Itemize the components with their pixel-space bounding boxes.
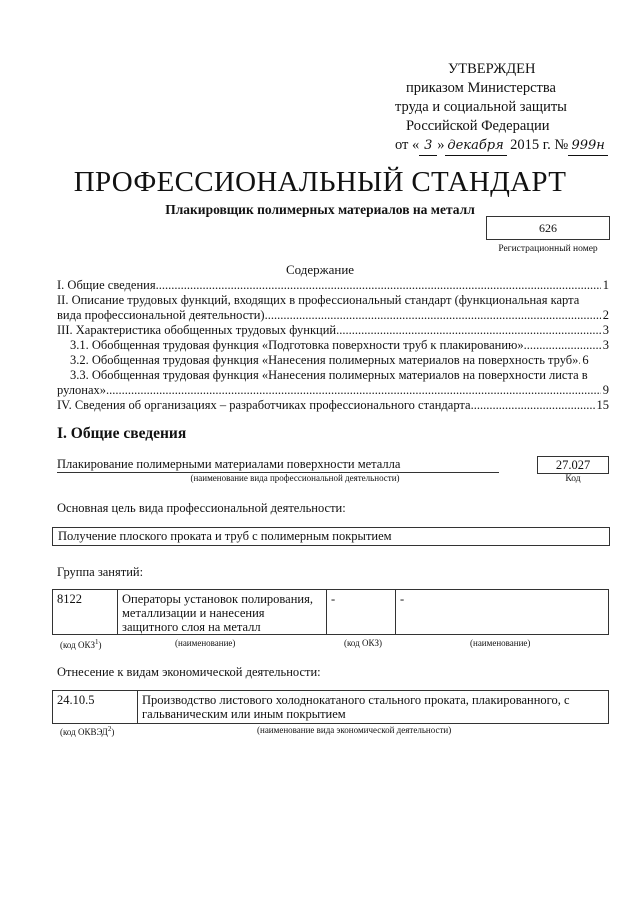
toc-item[interactable]: 3.2. Обобщенная трудовая функция «Нанесения полимерных материалов на поверхность труб» ..... 6	[57, 353, 609, 368]
page-subtitle: Плакировщик полимерных материалов на металл	[165, 202, 475, 217]
okz-code-caption: (код ОКЗ$^1$)	[60, 638, 102, 650]
econ-label: Отнесение к видам экономической деятельности:	[57, 665, 321, 679]
okved-code: 24.10.5	[53, 691, 138, 724]
registration-label: Регистрационный номер	[498, 244, 598, 254]
okved-name: Производство листового холоднокатаного стального проката, плакированного, с гальваническим или иным покрытием	[138, 691, 609, 724]
registration-number: 626	[486, 216, 610, 240]
toc-item[interactable]: II. Описание трудовых функций, входящих в профессиональный стандарт (функциональная карта	[57, 293, 580, 307]
okz-name-caption: (наименование)	[175, 638, 236, 648]
okz-code-caption-2: (код ОКЗ)	[344, 638, 382, 648]
toc-item[interactable]: вида профессиональной деятельности) ..... 2	[57, 308, 609, 323]
toc-item[interactable]: 3.3. Обобщенная трудовая функция «Нанесения полимерных материалов на поверхности листа в	[70, 368, 588, 382]
activity-code: 27.027	[537, 456, 609, 474]
approval-line-2: труда и социальной защиты	[395, 99, 567, 115]
toc-item[interactable]: рулонах» ..... 9	[57, 383, 609, 398]
goal-label: Основная цель вида профессиональной деятельности:	[57, 501, 346, 515]
econ-activity-table	[52, 690, 609, 724]
date-prefix: от «	[395, 137, 420, 153]
toc-heading: Содержание	[285, 262, 355, 277]
group-label: Группа занятий:	[57, 565, 144, 579]
date-mid: »	[437, 137, 445, 153]
toc-item[interactable]: 3.1. Обобщенная трудовая функция «Подготовка поверхности труб к плакированию» ..... 3	[57, 338, 609, 353]
activity-kind: Плакирование полимерными материалами поверхности металла	[57, 457, 499, 473]
date-day: 3	[419, 136, 437, 156]
goal-text: Получение плоского проката и труб с полимерным покрытием	[58, 529, 392, 543]
toc-item[interactable]: III. Характеристика обобщенных трудовых функций ..... 3	[57, 323, 609, 338]
okved-code-caption: (код ОКВЭД$^2$)	[60, 725, 115, 737]
group-code-1: 8122	[53, 590, 118, 635]
approval-title: УТВЕРЖДЕН	[448, 61, 536, 77]
occupation-group-table	[52, 589, 609, 635]
date-year: 2015 г. №	[510, 137, 569, 153]
activity-code-label: Код	[565, 474, 581, 484]
toc-item[interactable]: IV. Сведения об организациях – разработчиках профессионального стандарта ..... 15	[57, 398, 609, 413]
page-title: ПРОФЕССИОНАЛЬНЫЙ СТАНДАРТ	[73, 166, 567, 198]
okz-name-caption-2: (наименование)	[470, 638, 531, 648]
order-number: 999н	[568, 136, 608, 156]
group-name-1: Операторы установок полирования, металлизации и нанесения защитного слоя на металл	[118, 590, 327, 635]
approval-line-1: приказом Министерства	[406, 80, 556, 96]
table-of-contents	[57, 278, 609, 413]
activity-kind-caption: (наименование вида профессиональной деятельности)	[190, 473, 400, 483]
toc-item[interactable]: I. Общие сведения ..... 1	[57, 278, 609, 293]
group-code-2: -	[327, 590, 396, 635]
okved-name-caption: (наименование вида экономической деятельности)	[257, 725, 452, 735]
date-month: декабря	[445, 136, 507, 156]
approval-block	[395, 60, 635, 156]
group-name-2: -	[396, 590, 609, 635]
approval-date-line	[395, 136, 635, 156]
approval-line-3: Российской Федерации	[406, 118, 550, 134]
section-heading: I. Общие сведения	[57, 425, 187, 442]
goal-box	[52, 527, 610, 546]
